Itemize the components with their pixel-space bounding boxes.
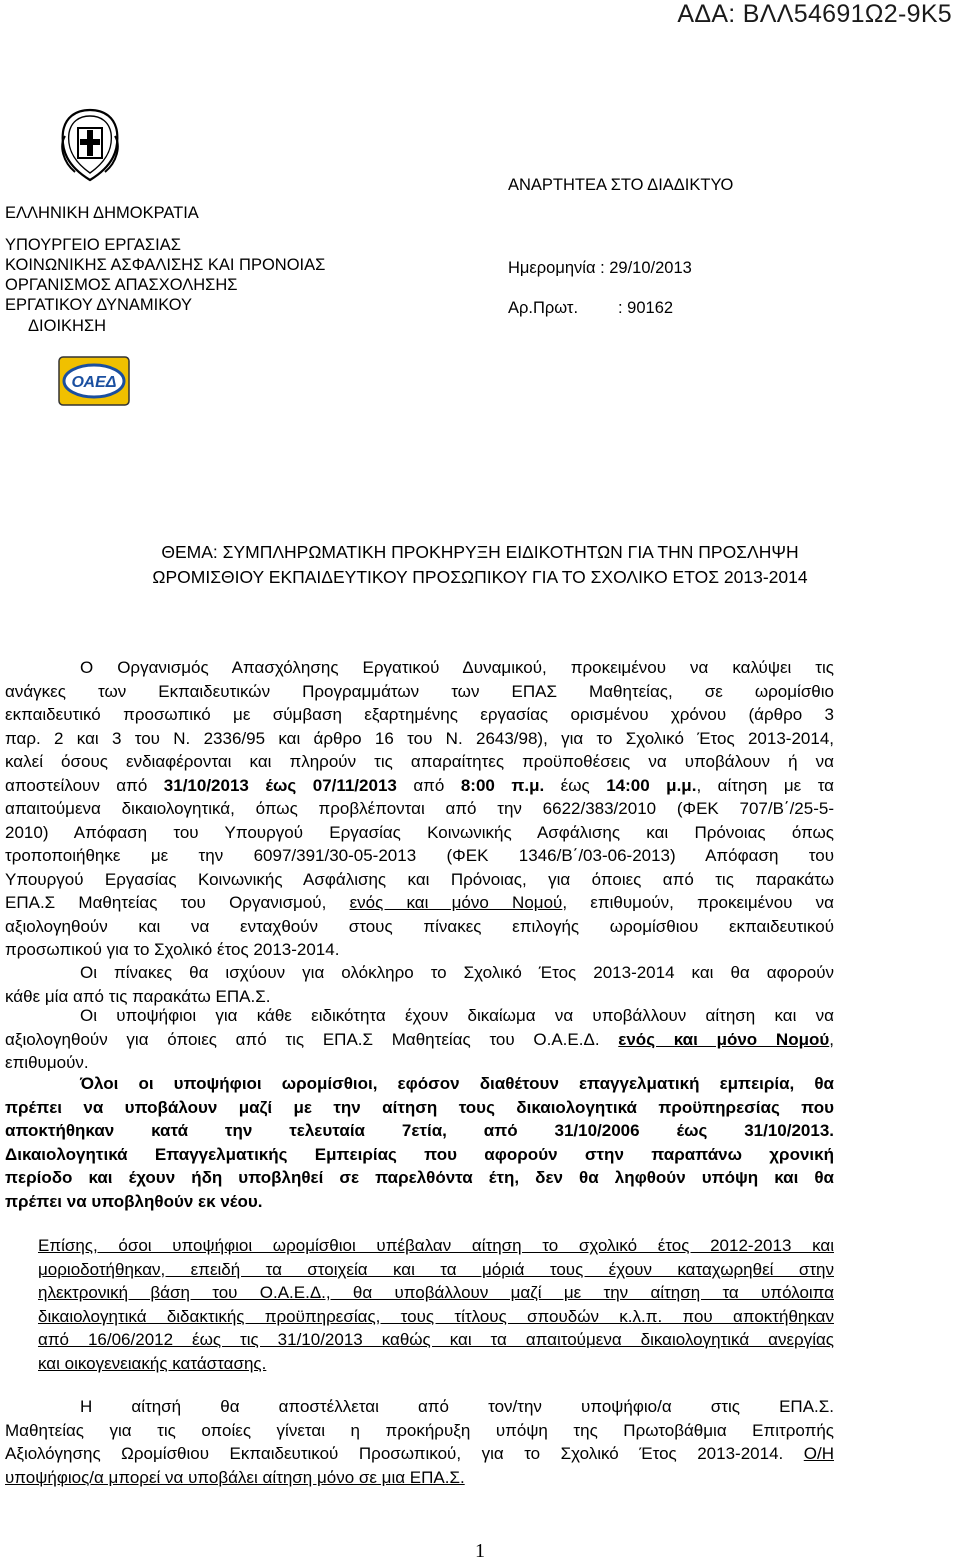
p1-line: προσωπικού για το Σχολικό έτος 2013-2014. [5, 940, 340, 959]
p6-line: Η αίτησή θα αποστέλλεται από τον/την υποψήφιο/α στις ΕΠΑ.Σ. [80, 1397, 834, 1416]
oaed-logo [58, 356, 130, 406]
org-ministry: ΥΠΟΥΡΓΕΙΟ ΕΡΓΑΣΙΑΣ [5, 236, 181, 254]
paragraph-6 [5, 1395, 834, 1489]
p6-line: Μαθητείας για τις οποίες γίνεται η προκήρυξη υπόψη της Πρωτοβάθμια Επιτροπής [5, 1420, 834, 1440]
paragraph-3 [5, 1004, 834, 1075]
p4-line: πρέπει να υποβληθούν εκ νέου. [5, 1191, 263, 1211]
p3-line: Οι υποψήφιοι για κάθε ειδικότητα έχουν δικαίωμα να υποβάλλουν αίτηση και να [80, 1006, 834, 1025]
p3-line-nomos: αξιολογηθούν για όποιες από τις ΕΠΑ.Σ Μαθητείας του Ο.Α.Ε.Δ. ενός και μόνο Νομού, [5, 1029, 834, 1049]
org-country: ΕΛΛΗΝΙΚΗ ΔΗΜΟΚΡΑΤΙΑ [5, 204, 199, 222]
greek-emblem-icon [55, 106, 125, 184]
oaed-logo-text: ΟΑΕΔ [71, 374, 117, 391]
p5-line: μοριοδοτήθηκαν, επειδή τα στοιχεία και τα μόριά τους έχουν καταχωρηθεί στην [38, 1259, 834, 1279]
p1-line: απαιτούμενα δικαιολογητικά, όπως προβλέπονται από την 6622/383/2010 (ΦΕΚ 707/Β΄/25-5- [5, 799, 834, 818]
page-number: 1 [475, 1540, 485, 1562]
p4-line: αποκτήθηκαν κατά την τελευταία 7ετία, από 31/10/2006 έως 31/10/2013. [5, 1121, 834, 1140]
p1-line: αξιολογηθούν και να ενταχθούν στους πίνακες επιλογής ωρομίσθιου εκπαιδευτικού [5, 916, 834, 936]
p1-line: τροποποιήθηκε με την 6097/391/30-05-2013 (ΦΕΚ 1346/Β΄/03-06-2013) Απόφαση του [5, 846, 834, 865]
p1-line: εκπαιδευτικό προσωπικό με σύμβαση εξαρτημένης εργασίας ορισμένου χρόνου (άρθρο 3 [5, 705, 834, 724]
p1-line: παρ. 2 και 3 του Ν. 2336/95 και άρθρο 16 του Ν. 2643/98), για το Σχολικό Έτος 2013-2014, [5, 728, 834, 748]
org-administration: ΔΙΟΙΚΗΣΗ [28, 317, 107, 335]
posting-label: ΑΝΑΡΤΗΤΕΑ ΣΤΟ ΔΙΑΔΙΚΤΥΟ [508, 176, 734, 194]
date-line [508, 259, 692, 278]
p1-line: ανάγκες των Εκπαιδευτικών Προγραμμάτων των ΕΠΑΣ Μαθητείας, σε ωρομίσθιο [5, 681, 834, 701]
p4-line: Δικαιολογητικά Επαγγελματικής Εμπειρίας που αφορούν στην παραπάνω χρονική [5, 1144, 834, 1164]
paragraph-4-experience [5, 1072, 834, 1213]
protocol-value: : 90162 [618, 299, 674, 317]
subject-line-1: ΘΕΜΑ: ΣΥΜΠΛΗΡΩΜΑΤΙΚΗ ΠΡΟΚΗΡΥΞΗ ΕΙΔΙΚΟΤΗΤΩΝ ΓΙΑ ΤΗΝ ΠΡΟΣΛΗΨΗ [161, 542, 799, 562]
org-agency: ΟΡΓΑΝΙΣΜΟΣ ΑΠΑΣΧΟΛΗΣΗΣ [5, 276, 238, 294]
org-ministry-2: ΚΟΙΝΩΝΙΚΗΣ ΑΣΦΑΛΙΣΗΣ ΚΑΙ ΠΡΟΝΟΙΑΣ [5, 256, 326, 274]
paragraph-2 [5, 961, 834, 1008]
oh-underlined: Ο/Η [803, 1444, 834, 1463]
subject-line-2: ΩΡΟΜΙΣΘΙΟΥ ΕΚΠΑΙΔΕΥΤΙΚΟΥ ΠΡΟΣΩΠΙΚΟΥ ΓΙΑ ΤΟ ΣΧΟΛΙΚΟ ΕΤΟΣ 2013-2014 [152, 567, 808, 587]
p1-line: Ο Οργανισμός Απασχόλησης Εργατικού Δυναμικού, προκειμένου να καλύψει τις [80, 658, 834, 677]
p1-line-dates: αποστείλουν από 31/10/2013 έως 07/11/2013 από 8:00 π.μ. έως 14:00 μ.μ., αίτηση με τα [5, 775, 834, 795]
p1-line: Υπουργού Εργασίας Κοινωνικής Ασφάλισης και Πρόνοιας, για όποιες από τις παρακάτω [5, 869, 834, 889]
date-value: : 29/10/2013 [600, 259, 692, 277]
p6-line: υποψήφιος/α μπορεί να υποβάλει αίτηση μόνο σε μια ΕΠΑ.Σ. [5, 1467, 465, 1487]
p1-line-nomos: ΕΠΑ.Σ Μαθητείας του Οργανισμού, ενός και μόνο Νομού, επιθυμούν, προκειμένου να [5, 893, 834, 912]
p5-line: από 16/06/2012 έως τις 31/10/2013 καθώς και τα απαιτούμενα δικαιολογητικά ανεργίας [38, 1330, 834, 1349]
p5-line: ηλεκτρονική βάση του Ο.Α.Ε.Δ., θα υποβάλλουν μαζί με την αίτηση τα υπόλοιπα [38, 1283, 834, 1302]
date-range: 31/10/2013 έως 07/11/2013 [163, 775, 397, 795]
start-time: 8:00 π.μ. [460, 775, 545, 795]
p1-line: καλεί όσους ενδιαφέρονται και πληρούν τις απαραίτητες προϋποθέσεις να υποβάλουν ή να [5, 752, 834, 771]
one-prefecture-underlined: ενός και μόνο Νομού [349, 893, 563, 912]
p4-line: περίοδο και έχουν ήδη υποβληθεί σε παρελθόντα έτη, δεν θα ληφθούν υπόψη και θα [5, 1168, 834, 1187]
date-label: Ημερομηνία [508, 259, 596, 277]
protocol-label: Αρ.Πρωτ. [508, 299, 579, 317]
p2-line: κάθε μία από τις παρακάτω ΕΠΑ.Σ. [5, 986, 271, 1006]
p5-line: δικαιολογητικά διδακτικής προϋπηρεσίας, τους τίτλους σπουδών κ.λ.π. που αποκτήθηκαν [38, 1306, 834, 1326]
p4-line: πρέπει να υποβάλουν μαζί με την αίτηση τους δικαιολογητικά προϋπηρεσίας που [5, 1097, 834, 1117]
p6-line-oh: Αξιολόγησης Ωρομίσθιου Εκπαιδευτικού Προσωπικού, για το Σχολικό Έτος 2013-2014. Ο/Η [5, 1444, 834, 1463]
one-prefecture-bold: ενός και μόνο Νομού [618, 1029, 830, 1049]
paragraph-5-previous-applicants [38, 1234, 834, 1375]
p4-line: Όλοι οι υποψήφιοι ωρομίσθιοι, εφόσον διαθέτουν επαγγελματική εμπειρία, θα [80, 1074, 834, 1093]
end-time: 14:00 μ.μ. [606, 775, 697, 795]
p5-line: και οικογενειακής κατάστασης. [38, 1353, 267, 1373]
ada-code: ΑΔΑ: ΒΛΛ54691Ω2-9Κ5 [677, 0, 952, 28]
p2-line: Οι πίνακες θα ισχύουν για ολόκληρο το Σχολικό Έτος 2013-2014 και θα αφορούν [80, 963, 834, 982]
p1-line: 2010) Απόφαση του Υπουργού Εργασίας Κοινωνικής Ασφάλισης και Πρόνοιας όπως [5, 822, 834, 842]
paragraph-1 [5, 656, 834, 962]
p5-line: Επίσης, όσοι υποψήφιοι ωρομίσθιοι υπέβαλαν αίτηση το σχολικό έτος 2012-2013 και [38, 1236, 834, 1255]
org-agency-2: ΕΡΓΑΤΙΚΟΥ ΔΥΝΑΜΙΚΟΥ [5, 296, 193, 314]
p3-line: επιθυμούν. [5, 1053, 89, 1072]
